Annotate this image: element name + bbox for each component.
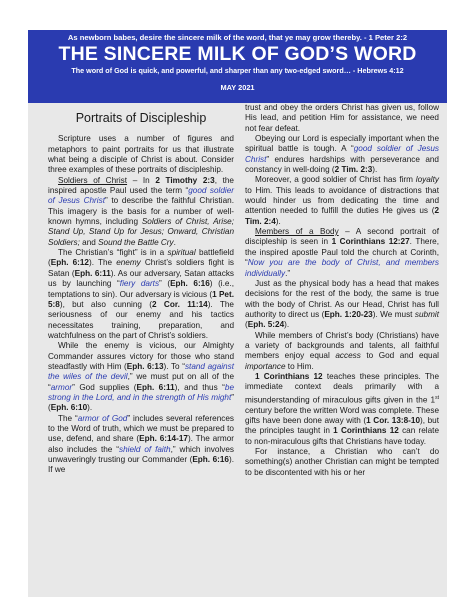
paragraph: trust and obey the orders Christ has given us, follow His lead, and petition Him for assistance, we need not fear defeat. bbox=[245, 103, 439, 133]
paragraph: Members of a Body – A second portrait of discipleship is seen in 1 Corinthians 12:27. There, the inspired apostle Paul told the church at Corinth, “Now you are the body of Christ, and members individually.” bbox=[245, 227, 439, 278]
newsletter-title: THE SINCERE MILK OF GOD’S WORD bbox=[58, 43, 417, 65]
paragraph: While members of Christ’s body (Christians) have a variety of backgrounds and talents, all faithful members enjoy equal access to God and equal importance to Him. bbox=[245, 330, 439, 371]
article-body bbox=[28, 103, 447, 597]
paragraph: Soldiers of Christ – In 2 Timothy 2:3, the inspired apostle Paul used the term “good soldier of Jesus Christ” to describe the faithful Christian. This imagery is the basis for a number of well-known hymns, including Soldiers of Christ, Arise; Stand Up, Stand Up for Jesus; Onward, Christian Soldiers; and Sound the Battle Cry. bbox=[48, 175, 234, 247]
paragraph: Obeying our Lord is especially important when the spiritual battle is tough. A “good soldier of Jesus Christ” endures hardships with perseverance and constancy in well-doing (2 Tim. 2:3). bbox=[245, 134, 440, 175]
masthead-verse: As newborn babes, desire the sincere milk of the word, that ye may grow thereby. - 1 Peter 2:2 bbox=[67, 33, 408, 42]
paragraph: Moreover, a good soldier of Christ has firm loyalty to Him. This leads to avoidance of distractions that would hinder us from dedicating the time and attention needed to fulfill the duties He gives us (2 Tim. 2:4). bbox=[245, 175, 439, 226]
paragraph: The Christian’s “fight” is in a spiritual battlefield (Eph. 6:12). The enemy Christ’s soldiers fight is Satan (Eph. 6:11). As our adversary, Satan attacks us by launching “fiery darts” (Eph. 6:16) (i.e., temptations to sin). Our adversary is vicious (1 Pet. 5:8), but also cunning (2 Cor. 11:14). The seriousness of our enemy and his tactics necessitates training, preparation, and watchfulness on the part of Christ’s soldiers. bbox=[48, 248, 235, 340]
paragraph: Scripture uses a number of figures and metaphors to paint portraits for us that illustrate what being a disciple of Christ is about. Consider three examples of these portraits of discipleship. bbox=[48, 134, 234, 175]
paragraph: For instance, a Christian who can’t do something(s) another Christian can might be tempted to be discontented with his or her bbox=[245, 447, 439, 477]
column-right bbox=[245, 103, 439, 478]
article-title: Portraits of Discipleship bbox=[75, 111, 207, 125]
masthead bbox=[28, 30, 447, 103]
column-left bbox=[48, 111, 234, 476]
paragraph: While the enemy is vicious, our Almighty Commander assures victory for those who stand steadfastly with Him (Eph. 6:13). To “stand against the wiles of the devil,” we must put on all of the “armor” God supplies (Eph. 6:11), and thus “be strong in the Lord, and in the strength of His might” (Eph. 6:10). bbox=[48, 341, 234, 413]
paragraph: 1 Corinthians 12 teaches these principles. The immediate context deals primarily with a misunderstanding of miraculous gifts given in the 1st century before the written Word was complete. These gifts have been done away with (1 Cor. 13:8-10), but the principles taught in 1 Corinthians 12 can relate to non-miraculous gifts that Christians have today. bbox=[245, 371, 440, 446]
masthead-subtitle: The word of God is quick, and powerful, and sharper than any two-edged sword… - Hebrews 4:12 bbox=[71, 66, 404, 75]
issue-date: MAY 2021 bbox=[220, 83, 255, 92]
paragraph: Just as the physical body has a head that makes decisions for the rest of the body, the same is true with the body of Christ. As our Head, Christ has full authority to direct us (Eph. 1:20-23). We must submit (Eph. 5:24). bbox=[245, 278, 439, 330]
paragraph: The “armor of God” includes several references to the Word of truth, which we must be prepared to use, defend, and share (Eph. 6:14-17). The armor also includes the “shield of faith,” which involves unwaveringly trusting our Commander (Eph. 6:16). If we bbox=[48, 413, 235, 475]
